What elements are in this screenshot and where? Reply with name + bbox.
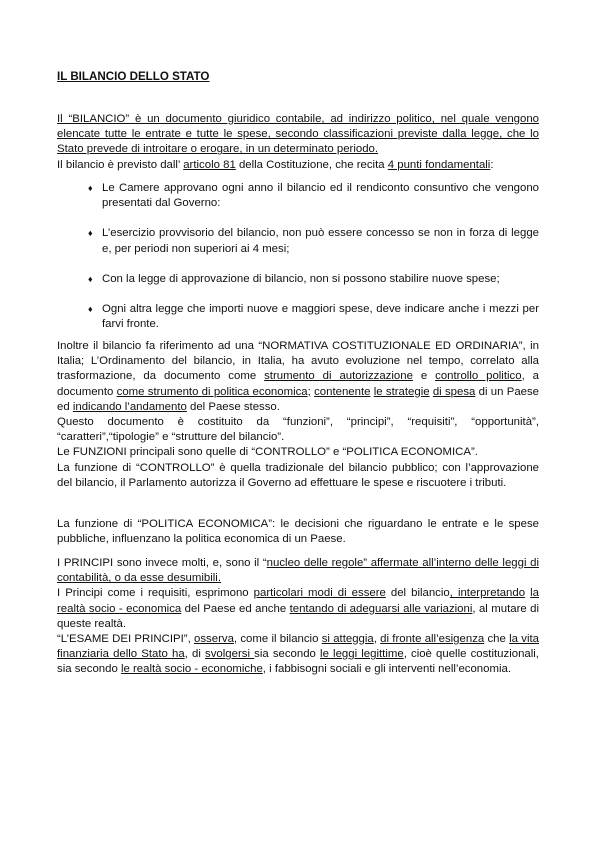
principi-paragraph — [57, 556, 539, 678]
underlined-phrase: nucleo delle regole” affermate all’interno delle leggi di contabilità, o da esse desumibili. — [57, 557, 540, 585]
underlined-phrase: indicando l’andamento — [72, 400, 187, 413]
intro-paragraph — [57, 112, 539, 173]
text-run: “L’ESAME DEI PRINCIPI”, — [57, 633, 195, 646]
controllo-paragraph: La funzione di “CONTROLLO” è quella tradizionale del bilancio pubblico; con l’approvazione del bilancio, il Parlamento autorizza il Governo ad effettuare le spese e riscuotere i tributi. — [57, 462, 539, 490]
diamond-bullet-icon: ♦ — [88, 228, 93, 239]
underlined-phrase: si atteggia — [321, 633, 374, 646]
text-run: e — [412, 370, 436, 383]
text-run: , al mutare di queste realtà. — [57, 602, 539, 630]
text-run: del Paese stesso. — [186, 400, 280, 413]
list-item — [57, 302, 539, 332]
text-run: di un Paese ed — [57, 385, 540, 413]
text-run: I Principi come i requisiti, esprimono — [57, 587, 254, 600]
text-run: , — [373, 633, 381, 646]
fundamental-points-list — [57, 181, 539, 347]
underlined-phrase: tentando di adeguarsi alle variazioni — [289, 602, 473, 615]
funzioni-sentence: Le FUNZIONI principali sono quelle di “CONTROLLO” e “POLITICA ECONOMICA”. — [57, 446, 478, 459]
underlined-phrase: le leggi legittime — [320, 648, 404, 661]
text-run: sia secondo — [254, 648, 321, 661]
underlined-phrase: di spesa — [432, 385, 476, 398]
text-run: , come il bilancio — [233, 633, 322, 646]
text-run: , di — [184, 648, 206, 661]
diamond-bullet-icon: ♦ — [88, 273, 93, 284]
text-run: I PRINCIPI sono invece molti, e, sono il “ — [57, 557, 267, 569]
list-item-text: Con la legge di approvazione di bilancio, non si possono stabilire nuove spese; — [102, 272, 500, 285]
text-run: , cioè quelle costituzionali, sia secondo — [57, 648, 539, 676]
underlined-phrase: contenente — [314, 385, 371, 398]
underlined-phrase: , interpretando — [449, 587, 526, 600]
list-item — [57, 272, 539, 287]
list-item — [57, 226, 539, 256]
list-item — [57, 181, 539, 211]
text-run: , i fabbisogni sociali e gli interventi nell’economia. — [262, 663, 511, 676]
article-81-reference: articolo 81 — [183, 158, 236, 171]
diamond-bullet-icon: ♦ — [88, 183, 93, 193]
politica-economica-paragraph: La funzione di “POLITICA ECONOMICA”: le decisioni che riguardano le entrate e le spese pubbliche, influenzano la politica economica di un Paese. — [57, 518, 539, 546]
text-run: del bilancio — [385, 587, 450, 600]
text-run: Il bilancio è previsto dall’ — [57, 158, 184, 171]
underlined-phrase: la vita finanziaria dello Stato ha — [57, 633, 539, 661]
underlined-phrase: svolgersi — [205, 648, 255, 661]
list-item-text: L’esercizio provvisorio del bilancio, non può essere concesso se non in forza di legge e, per periodi non superiori ai 4 mesi; — [102, 227, 539, 255]
list-item-text: Ogni altra legge che importi nuove e maggiori spese, deve indicare anche i mezzi per farvi fronte. — [102, 303, 539, 331]
text-run: , a documento — [57, 370, 540, 398]
underlined-phrase: di fronte all’esigenza — [380, 633, 485, 646]
documento-sentence: Questo documento è costituito da “funzioni”, “principi”, “requisiti”, “opportunità”, “caratteri”,“tipologie” e “strutture del bilancio”. — [57, 416, 539, 444]
underlined-phrase: osserva — [194, 633, 234, 646]
underlined-phrase: strumento di autorizzazione — [264, 370, 413, 383]
four-points-label: 4 punti fondamentali — [387, 158, 491, 171]
underlined-phrase: la — [530, 587, 539, 600]
text-run: Inoltre il bilancio fa riferimento ad una “NORMATIVA COSTITUZIONALE ED ORDINARIA”, in Italia; L’Ordinamento del bilancio, in Italia, ha avuto evoluzione nel tempo, correlato alla trasformazione, da documento come — [57, 340, 539, 383]
list-item-text: Le Camere approvano ogni anno il bilancio ed il rendiconto consuntivo che vengono presentati dal Governo: — [102, 182, 539, 210]
intro-definition: Il “BILANCIO” è un documento giuridico contabile, ad indirizzo politico, nel quale vengono elencate tutte le entrate e tutte le spese, secondo classificazioni previste dalla legge, che lo Stato prevede di introitare o erogare, in un determinato periodo. — [57, 113, 539, 156]
text-run: : — [490, 158, 494, 171]
normativa-paragraph — [57, 339, 539, 461]
underlined-phrase: controllo politico — [435, 370, 522, 383]
text-run: che — [484, 633, 510, 646]
underlined-phrase: le strategie — [373, 385, 430, 398]
text-run: della Costituzione, che recita — [235, 158, 388, 171]
underlined-phrase: realtà socio - economica — [57, 602, 182, 615]
underlined-phrase: come strumento di politica economica; — [116, 385, 311, 398]
diamond-bullet-icon: ♦ — [88, 304, 93, 315]
underlined-phrase: particolari modi di essere — [253, 587, 386, 600]
underlined-phrase: le realtà socio - economiche — [120, 663, 263, 676]
text-run: del Paese ed anche — [181, 602, 290, 615]
document-title: IL BILANCIO DELLO STATO — [57, 70, 210, 83]
